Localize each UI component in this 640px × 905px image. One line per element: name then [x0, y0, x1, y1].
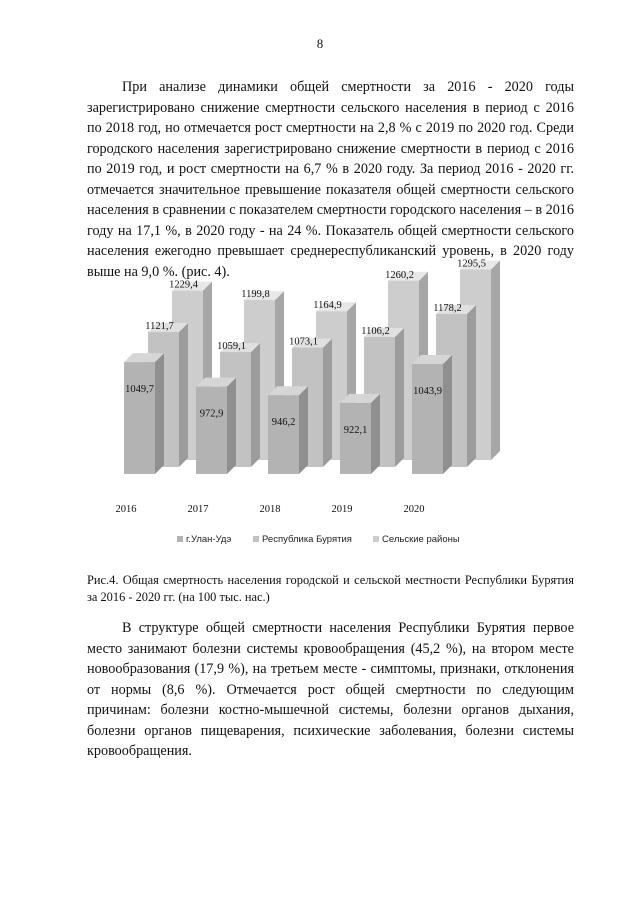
- bar-г.Улан-Удэ-2020: [412, 364, 443, 474]
- paragraph-2-text: В структуре общей смертности населения Республики Бурятия первое место занимают болезни системы кровообращения (45,2 %), на втором месте новообразования (17,9 %), на третьем месте - симптомы, признаки, отклонения от нормы (8,6 %). Отмечается рост общей смертности по следующим причинам: болезни костно-мышечной системы, болезни органов дыхания, болезни органов пищеварения, психические заболевания, болезни системы кровообращения.: [87, 620, 574, 759]
- legend-label: Республика Бурятия: [262, 534, 352, 545]
- data-label: 922,1: [343, 424, 368, 436]
- page-number: 8: [316, 36, 324, 51]
- bar-г.Улан-Удэ-2019: [340, 403, 371, 474]
- bar-г.Улан-Удэ-2016: [124, 362, 155, 474]
- x-tick-label: 2020: [403, 504, 425, 515]
- data-label: 1164,9: [313, 300, 342, 312]
- bar-side: [323, 339, 332, 467]
- legend-swatch: [177, 536, 183, 542]
- legend-label: г.Улан-Удэ: [186, 534, 232, 545]
- data-label: 1106,2: [361, 326, 390, 338]
- x-tick-label: 2016: [115, 504, 137, 515]
- bar-side: [491, 260, 500, 460]
- data-label: 1295,5: [457, 258, 486, 270]
- data-label: 946,2: [271, 417, 296, 429]
- bar-side: [251, 343, 260, 467]
- x-tick-label: 2019: [331, 504, 353, 515]
- mortality-chart: [0, 258, 640, 562]
- data-label: 1059,1: [217, 341, 246, 353]
- bar-side: [443, 355, 452, 474]
- data-label: 1049,7: [125, 384, 154, 396]
- legend-swatch: [253, 536, 259, 542]
- bar-side: [371, 394, 380, 474]
- legend-swatch: [373, 536, 379, 542]
- data-label: 1073,1: [289, 336, 318, 348]
- figure-caption: Рис.4. Общая смертность населения городской и сельской местности Республики Бурятия за 2016 - 2020 гг. (на 100 тыс. нас.): [87, 573, 574, 604]
- data-label: 1043,9: [413, 385, 442, 397]
- data-label: 1121,7: [145, 321, 174, 333]
- bar-side: [155, 353, 164, 474]
- bar-г.Улан-Удэ-2018: [268, 395, 299, 474]
- data-label: 1260,2: [385, 269, 414, 281]
- bar-г.Улан-Удэ-2017: [196, 387, 227, 474]
- bar-side: [179, 323, 188, 467]
- x-tick-label: 2017: [187, 504, 209, 515]
- data-label: 1229,4: [169, 279, 198, 291]
- paragraph-1-text: При анализе динамики общей смертности за 2016 - 2020 годы зарегистрировано снижение смертности сельского населения в период с 2016 по 2018 год, но отмечается рост смертности на 2,8 % с 2019 по 2020 год. Среди городского населения зарегистрировано снижение смертности в период с 2016 по 2019 год, и рост смертности на 6,7 % в 2020 году. За период 2016 - 2020 гг. отмечается значительное превышение показателя общей смертности сельского населения в сравнении с показателем смертности городского населения – в 2016 году на 17,1 %, в 2020 году - на 24 %. Показатель общей смертности сельского населения ежегодно превышает среднереспубликанский уровень, в 2020 году выше на 9,0 %. (рис. 4).: [87, 79, 574, 280]
- bar-side: [227, 378, 236, 474]
- legend-label: Сельские районы: [382, 534, 460, 545]
- data-label: 1199,8: [241, 289, 270, 301]
- data-label: 972,9: [199, 408, 224, 420]
- bar-side: [395, 328, 404, 467]
- bar-side: [467, 305, 476, 467]
- body-paragraph-1: [87, 77, 574, 282]
- data-label: 1178,2: [433, 302, 462, 314]
- body-paragraph-2: [87, 618, 574, 762]
- bar-side: [299, 386, 308, 474]
- x-tick-label: 2018: [259, 504, 281, 515]
